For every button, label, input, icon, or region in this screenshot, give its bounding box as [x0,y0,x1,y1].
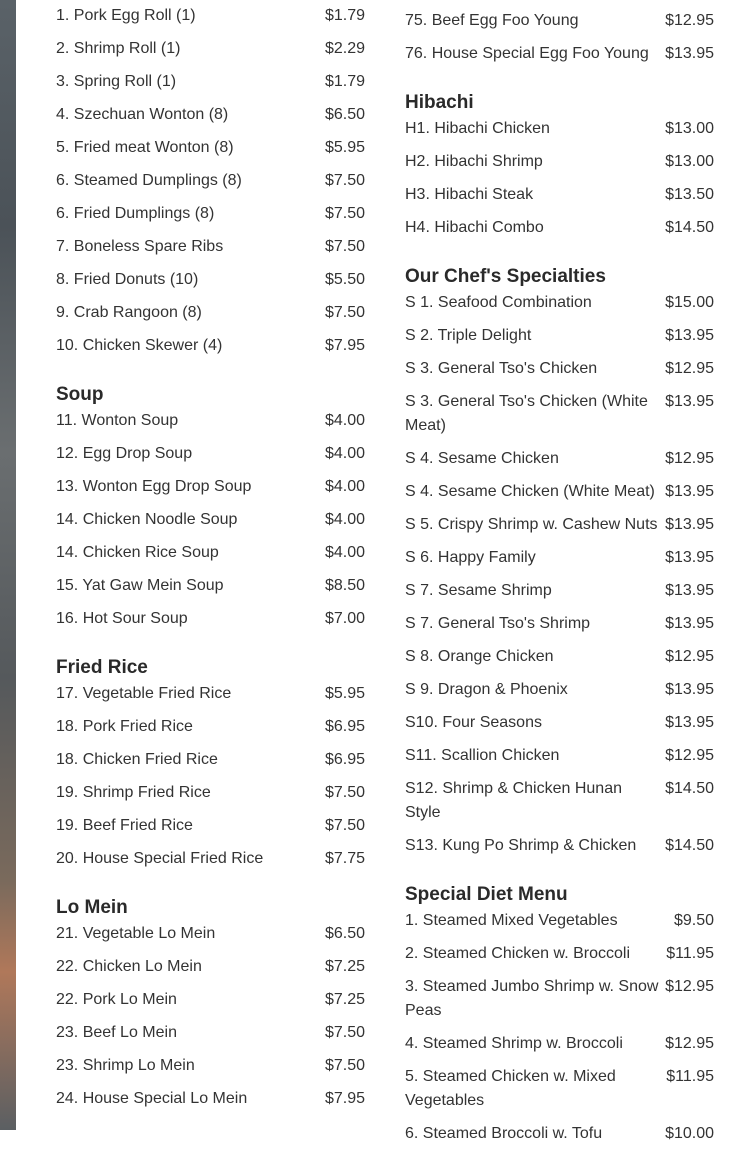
menu-item-name: 13. Wonton Egg Drop Soup [56,478,252,495]
menu-item-name: S 9. Dragon & Phoenix [405,681,568,698]
menu-item [56,1087,365,1120]
menu-item-price: $1.79 [324,7,365,24]
menu-item [405,447,714,480]
menu-item [405,834,714,867]
menu-item-price: $11.95 [666,1068,714,1085]
menu-item-price: $7.25 [324,991,365,1008]
section-title-fried-rice: Fried Rice [56,657,148,678]
menu-item [405,645,714,678]
menu-item-name: S13. Kung Po Shrimp & Chicken [405,837,637,854]
menu-item [56,814,365,847]
menu-item [405,711,714,744]
menu-item-price: $13.95 [665,516,714,533]
menu-item [405,1065,714,1122]
menu-item-name: S 3. General Tso's Chicken [405,360,598,377]
menu-item-price: $6.95 [324,751,365,768]
menu-item-name: 3. Steamed Jumbo Shrimp w. Snow Peas [405,978,659,1019]
menu-item-name: 1. Steamed Mixed Vegetables [405,912,618,929]
menu-item [405,42,714,75]
menu-item-name: 24. House Special Lo Mein [56,1090,248,1107]
menu-item-price: $7.50 [324,205,365,222]
menu-item [405,291,714,324]
menu-item-name: 19. Beef Fried Rice [56,817,193,834]
menu-item-name: 3. Spring Roll (1) [56,73,177,90]
menu-item [405,975,714,1032]
menu-item [405,546,714,579]
menu-item-price: $5.95 [324,139,365,156]
menu-item [56,301,365,334]
menu-item [56,103,365,136]
menu-item-name: 5. Fried meat Wonton (8) [56,139,234,156]
menu-item-price: $13.00 [665,153,714,170]
menu-item-price: $5.50 [324,271,365,288]
menu-item-name: 22. Chicken Lo Mein [56,958,202,975]
menu-item-name: 4. Steamed Shrimp w. Broccoli [405,1035,623,1052]
menu-item-name: S 3. General Tso's Chicken (White Meat) [405,393,648,434]
menu-item-name: 10. Chicken Skewer (4) [56,337,223,354]
menu-item-price: $13.95 [665,45,714,62]
menu-item-price: $12.95 [665,360,714,377]
menu-item-name: S 7. General Tso's Shrimp [405,615,591,632]
menu-item-price: $13.95 [665,681,714,698]
menu-item [56,202,365,235]
menu-item-price: $7.50 [324,172,365,189]
menu-item [56,607,365,640]
menu-item-price: $7.50 [324,238,365,255]
menu-item [56,922,365,955]
menu-item-name: S12. Shrimp & Chicken Hunan Style [405,780,622,821]
menu-item [56,541,365,574]
menu-item-name: 7. Boneless Spare Ribs [56,238,224,255]
menu-item-price: $15.00 [665,294,714,311]
menu-item-name: S 1. Seafood Combination [405,294,592,311]
section-title-lo-mein: Lo Mein [56,897,128,918]
menu-item-name: S 4. Sesame Chicken [405,450,559,467]
menu-item [56,409,365,442]
menu-item-name: 14. Chicken Rice Soup [56,544,219,561]
menu-item [56,574,365,607]
menu-item [405,390,714,447]
menu-item-price: $12.95 [665,978,714,995]
menu-item-price: $7.50 [324,1024,365,1041]
menu-item-name: H4. Hibachi Combo [405,219,544,236]
menu-item [56,715,365,748]
menu-item-name: 11. Wonton Soup [56,412,179,429]
menu-item [405,942,714,975]
menu-item-name: S 8. Orange Chicken [405,648,554,665]
menu-item-price: $7.75 [324,850,365,867]
menu-item-price: $4.00 [324,445,365,462]
menu-item [405,678,714,711]
background-photo-strip [0,0,16,1130]
menu-item-price: $13.95 [665,393,714,410]
menu-item-name: 21. Vegetable Lo Mein [56,925,216,942]
menu-item-name: 76. House Special Egg Foo Young [405,45,649,62]
menu-item-price: $9.50 [673,912,714,929]
menu-item [56,988,365,1021]
menu-item-price: $13.50 [665,186,714,203]
menu-item [405,909,714,942]
menu-item [405,579,714,612]
menu-item-price: $7.50 [324,304,365,321]
menu-item-price: $2.29 [324,40,365,57]
menu-item-name: 75. Beef Egg Foo Young [405,12,579,29]
menu-item-name: 6. Steamed Broccoli w. Tofu [405,1125,603,1142]
menu-item-price: $14.50 [665,219,714,236]
menu-item [405,150,714,183]
menu-item-name: 6. Fried Dumplings (8) [56,205,215,222]
menu-item [405,324,714,357]
menu-item-name: 2. Shrimp Roll (1) [56,40,181,57]
menu-item-name: 18. Pork Fried Rice [56,718,193,735]
menu-item-name: S 6. Happy Family [405,549,536,566]
menu-item-price: $4.00 [324,478,365,495]
menu-item-name: 8. Fried Donuts (10) [56,271,199,288]
menu-item-name: 9. Crab Rangoon (8) [56,304,202,321]
menu-item-name: S 2. Triple Delight [405,327,532,344]
menu-item-name: 16. Hot Sour Soup [56,610,188,627]
section-title-special-diet-menu: Special Diet Menu [405,884,568,905]
menu-item-name: 2. Steamed Chicken w. Broccoli [405,945,630,962]
menu-item-name: 20. House Special Fried Rice [56,850,264,867]
menu-item-name: H1. Hibachi Chicken [405,120,550,137]
menu-item [405,513,714,546]
section-title-soup: Soup [56,384,104,405]
menu-item [56,37,365,70]
menu-item-price: $7.50 [324,784,365,801]
menu-item-price: $12.95 [665,1035,714,1052]
menu-item [405,183,714,216]
menu-item-name: S 5. Crispy Shrimp w. Cashew Nuts [405,516,658,533]
menu-item-price: $12.95 [665,648,714,665]
menu-item [56,475,365,508]
menu-item [56,748,365,781]
menu-item-price: $12.95 [665,747,714,764]
menu-item [405,1032,714,1065]
menu-item [405,1122,714,1155]
menu-item-name: 15. Yat Gaw Mein Soup [56,577,224,594]
menu-item-price: $5.95 [324,685,365,702]
menu-item-price: $1.79 [324,73,365,90]
menu-item-name: S10. Four Seasons [405,714,542,731]
menu-item-price: $4.00 [324,511,365,528]
menu-item-price: $13.00 [665,120,714,137]
menu-item [56,169,365,202]
menu-item-price: $13.95 [665,549,714,566]
menu-item-name: H3. Hibachi Steak [405,186,534,203]
menu-item [56,268,365,301]
menu-item-price: $13.95 [665,714,714,731]
menu-item-price: $6.50 [324,106,365,123]
menu-item-name: H2. Hibachi Shrimp [405,153,543,170]
menu-item [56,508,365,541]
menu-item [405,744,714,777]
menu-item-name: S 7. Sesame Shrimp [405,582,552,599]
menu-column-left [56,0,365,1120]
menu-item-price: $13.95 [665,327,714,344]
menu-item-price: $12.95 [665,12,714,29]
menu-item [56,442,365,475]
section-title-hibachi: Hibachi [405,92,474,113]
menu-item [56,70,365,103]
menu-item [56,847,365,880]
menu-item [56,1054,365,1087]
menu-item [56,682,365,715]
menu-item [56,955,365,988]
menu-item-name: 4. Szechuan Wonton (8) [56,106,229,123]
menu-item [56,235,365,268]
menu-item-name: 18. Chicken Fried Rice [56,751,218,768]
menu-item-name: 23. Beef Lo Mein [56,1024,177,1041]
menu-item-name: 23. Shrimp Lo Mein [56,1057,195,1074]
section-title-our-chef-s-specialties: Our Chef's Specialties [405,266,606,287]
menu-item-name: 19. Shrimp Fried Rice [56,784,211,801]
menu-item-name: 5. Steamed Chicken w. Mixed Vegetables [405,1068,616,1109]
menu-item [405,9,714,42]
menu-item-name: S 4. Sesame Chicken (White Meat) [405,483,655,500]
menu-item-price: $7.25 [324,958,365,975]
menu-item-price: $7.00 [324,610,365,627]
menu-item-name: 22. Pork Lo Mein [56,991,177,1008]
menu-item [405,480,714,513]
menu-item-price: $6.50 [324,925,365,942]
menu-item-name: 1. Pork Egg Roll (1) [56,7,196,24]
menu-item [405,612,714,645]
menu-item-price: $13.95 [665,483,714,500]
menu-item-price: $13.95 [665,582,714,599]
menu-column-right [405,0,714,1155]
menu-item-price: $12.95 [665,450,714,467]
menu-item-price: $7.95 [324,1090,365,1107]
menu-item-price: $6.95 [324,718,365,735]
menu-item [56,1021,365,1054]
menu-item-price: $4.00 [324,544,365,561]
menu-item [405,357,714,390]
menu-item-price: $14.50 [665,837,714,854]
menu-item [56,4,365,37]
menu-item [405,777,714,834]
menu-item-name: 6. Steamed Dumplings (8) [56,172,242,189]
menu-item-price: $7.50 [324,817,365,834]
menu-item [56,781,365,814]
menu-item-price: $8.50 [324,577,365,594]
menu-item-price: $14.50 [665,780,714,797]
menu-item-price: $7.50 [324,1057,365,1074]
menu-item-price: $4.00 [324,412,365,429]
menu-item-price: $11.95 [666,945,714,962]
menu-item [405,0,714,9]
menu-item [405,117,714,150]
menu-item [405,216,714,249]
menu-item [56,136,365,169]
menu-item-name: 12. Egg Drop Soup [56,445,193,462]
menu-item [56,334,365,367]
menu-item-name: S11. Scallion Chicken [405,747,560,764]
menu-item-price: $7.95 [324,337,365,354]
menu-item-price: $10.00 [665,1125,714,1142]
menu-item-name: 14. Chicken Noodle Soup [56,511,238,528]
menu-item-name: 17. Vegetable Fried Rice [56,685,232,702]
menu-item-price: $13.95 [665,615,714,632]
